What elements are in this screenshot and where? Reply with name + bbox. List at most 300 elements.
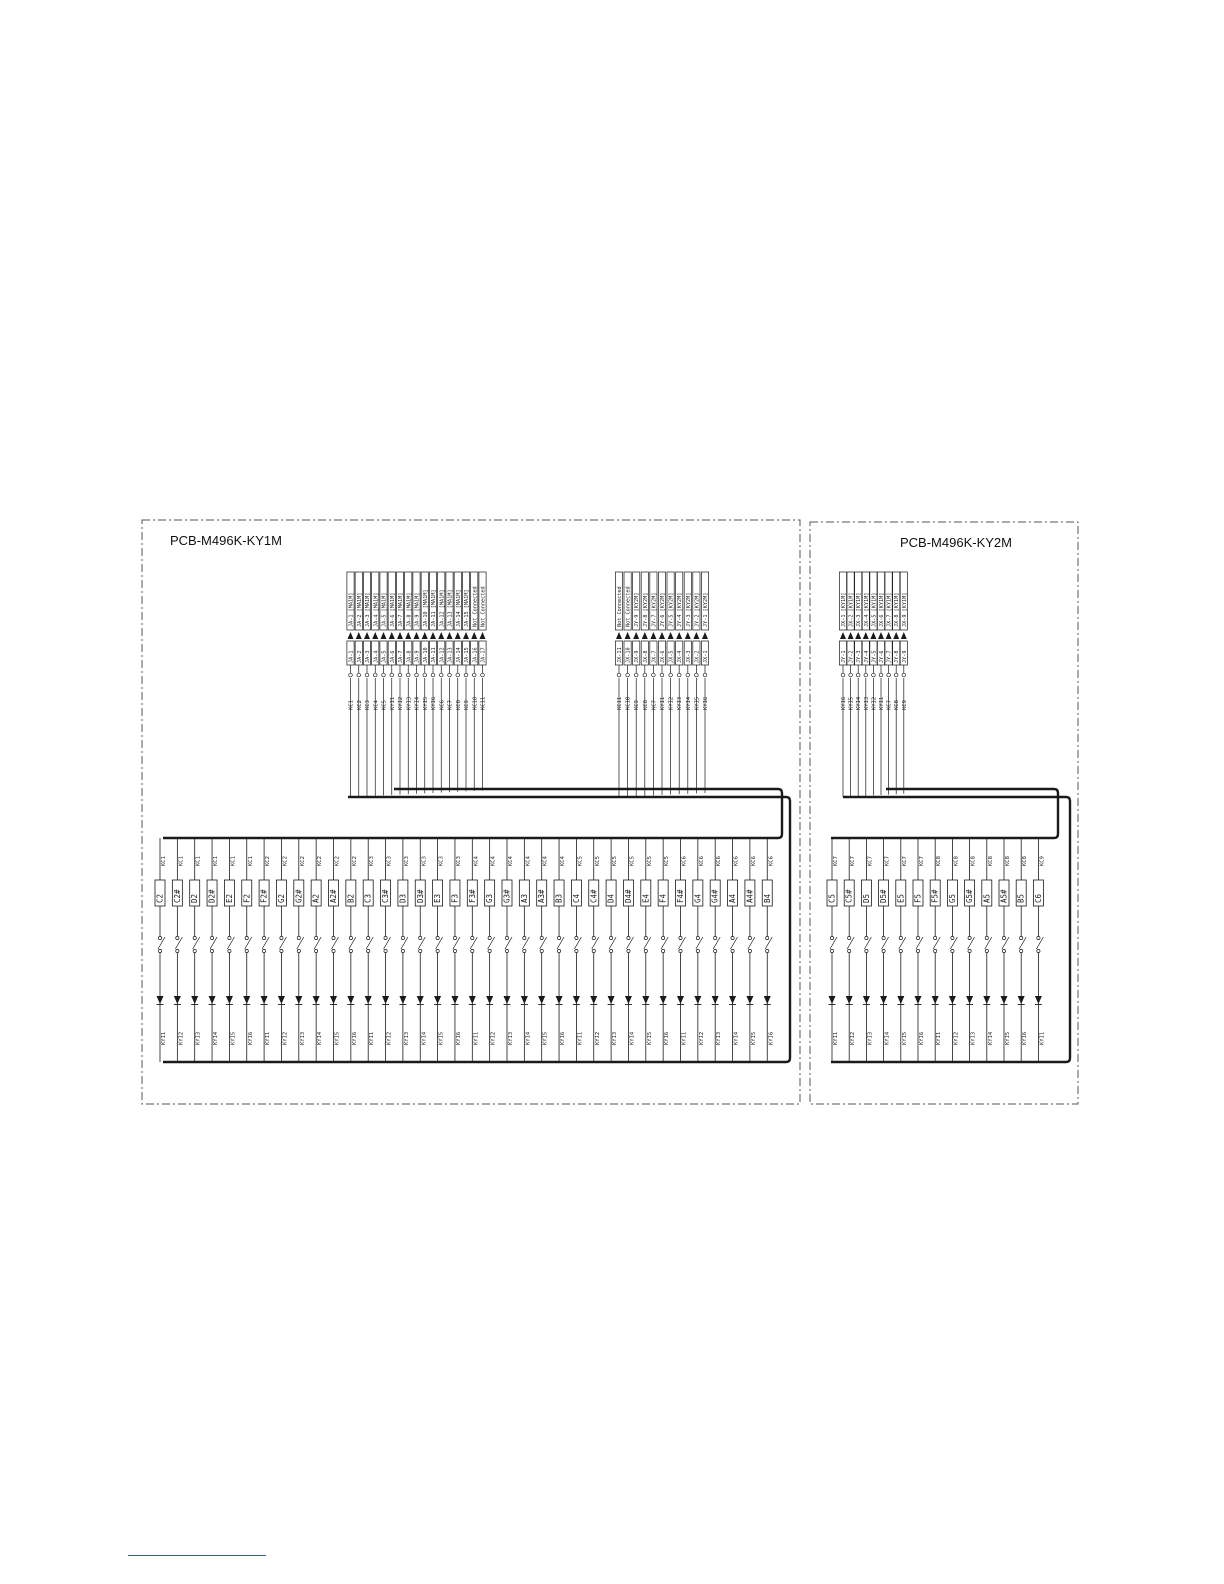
connector-jy-terminal bbox=[856, 673, 860, 677]
ky2m-key-switch-contact bbox=[916, 949, 919, 952]
connector-ja-pin-label: JA-16 bbox=[472, 647, 479, 663]
ky2m-key-switch-contact bbox=[1037, 949, 1040, 952]
ky1m-key-switch-contact bbox=[419, 936, 422, 939]
connector-jx-pin-label: JX-10 bbox=[625, 647, 632, 663]
ky1m-key-kc-label: KC3 bbox=[455, 856, 462, 866]
ky1m-key-note-label: F2# bbox=[259, 889, 269, 903]
connector-ja-net-label: KYI4 bbox=[414, 696, 421, 710]
ky1m-key-note-label: A3# bbox=[537, 889, 547, 903]
connector-ja-net-label: KC9 bbox=[464, 700, 470, 710]
connector-jx-label: Not Connected bbox=[625, 586, 632, 627]
connector-jy-label: JX-1 [KY1M] bbox=[841, 592, 847, 627]
connector-jx-terminal bbox=[695, 673, 699, 677]
ky1m-key-kyi-label: KYI3 bbox=[299, 1031, 306, 1045]
connector-jx-arrow bbox=[659, 632, 665, 639]
ky1m-key-switch-contact bbox=[505, 949, 508, 952]
ky1m-key-kyi-label: KYI6 bbox=[455, 1031, 462, 1045]
connector-ja-net-label: KC4 bbox=[373, 700, 380, 710]
connector-jx-terminal bbox=[660, 673, 664, 677]
ky1m-key-kyi-label: KYI1 bbox=[265, 1031, 272, 1045]
connector-ja-net-label: KYI1 bbox=[389, 696, 396, 710]
connector-jx-pin-label: JX-1 bbox=[703, 650, 709, 663]
connector-jy-label: JX-5 [KY1M] bbox=[871, 592, 878, 627]
ky1m-key-note-label: C3 bbox=[363, 893, 373, 903]
ky1m-key-switch-contact bbox=[384, 949, 387, 952]
connector-ja-terminal bbox=[464, 673, 468, 677]
ky1m-key-diode bbox=[556, 996, 563, 1004]
ky1m-key-switch-contact bbox=[332, 949, 335, 952]
connector-jy-terminal bbox=[879, 673, 883, 677]
ky1m-key-note-label: E4 bbox=[641, 893, 651, 903]
ky1m-key-kc-label: KC2 bbox=[351, 856, 358, 866]
ky1m-key-diode bbox=[764, 996, 771, 1004]
ky1m-key-kyi-label: KYI1 bbox=[681, 1031, 688, 1045]
ky2m-key-kyi-label: KYI1 bbox=[833, 1031, 839, 1045]
ky1m-key-kc-label: KC6 bbox=[733, 856, 740, 866]
ky1m-key-kyi-label: KYI5 bbox=[230, 1031, 237, 1045]
connector-jx-label: JY-8 [KY2M] bbox=[642, 592, 649, 627]
ky1m-key-diode bbox=[746, 996, 753, 1004]
connector-ja-terminal bbox=[456, 673, 460, 677]
ky2m-key-kc-label: KC7 bbox=[919, 856, 925, 866]
ky1m-key-kyi-label: KYI5 bbox=[334, 1031, 341, 1045]
connector-jx-terminal bbox=[686, 673, 690, 677]
connector-ja-arrow bbox=[405, 632, 411, 639]
connector-jx-net-label: KYI5 bbox=[694, 696, 701, 710]
ky1m-key-kyi-label: KYI4 bbox=[525, 1031, 532, 1045]
connector-jy-net-label: KYI5 bbox=[848, 696, 855, 710]
ky2m-key-switch-contact bbox=[882, 949, 885, 952]
ky1m-key-kyi-label: KYI4 bbox=[213, 1031, 220, 1045]
ky1m-key-diode bbox=[434, 996, 441, 1004]
ky1m-key-switch-contact bbox=[176, 936, 179, 939]
connector-ja-terminal bbox=[439, 673, 443, 677]
ky1m-key-switch-contact bbox=[575, 949, 578, 952]
ky2m-key-diode bbox=[863, 996, 870, 1004]
connector-jx-label: JY-3 [KY2M] bbox=[685, 592, 692, 627]
ky1m-key-kc-label: KC3 bbox=[403, 856, 410, 866]
ky2m-key-switch-contact bbox=[1020, 936, 1023, 939]
ky1m-key-diode bbox=[382, 996, 389, 1004]
ky2m-key-kc-label: KC7 bbox=[884, 856, 891, 866]
ky2m-key-switch-contact bbox=[830, 949, 833, 952]
ky1m-key-kc-label: KC5 bbox=[577, 856, 584, 866]
connector-ja-terminal bbox=[472, 673, 476, 677]
ky2m-key-switch-contact bbox=[1037, 936, 1040, 939]
ky1m-key-kyi-label: KYI3 bbox=[612, 1031, 619, 1045]
ky1m-key-diode bbox=[469, 996, 476, 1004]
connector-ja-label: JA-2 [MA1M] bbox=[356, 592, 363, 627]
connector-ja-arrow bbox=[356, 632, 362, 639]
connector-jx-pin-label: JX-11 bbox=[617, 647, 623, 663]
ky1m-key-kyi-label: KYI5 bbox=[646, 1031, 653, 1045]
connector-ja-pin-label: JA-14 bbox=[455, 647, 462, 663]
ky1m-key-switch-contact bbox=[557, 936, 560, 939]
ky1m-key-switch-contact bbox=[471, 936, 474, 939]
connector-jx-label: JY-5 [KY2M] bbox=[668, 592, 675, 627]
ky1m-key-note-label: C4# bbox=[589, 889, 599, 903]
ky2m-key-note-label: A5 bbox=[982, 893, 992, 903]
ky1m-key-note-label: G4# bbox=[710, 889, 720, 903]
connector-jy-arrow bbox=[893, 632, 899, 639]
ky1m-key-switch-contact bbox=[228, 949, 231, 952]
ky2m-key-kyi-label: KYI4 bbox=[884, 1031, 891, 1045]
ky1m-key-kc-label: KC6 bbox=[698, 856, 705, 866]
connector-ja-arrow bbox=[430, 632, 436, 639]
ky2m-key-diode bbox=[1035, 996, 1042, 1004]
ky1m-key-switch-contact bbox=[748, 936, 751, 939]
connector-jy-terminal bbox=[887, 673, 891, 677]
ky1m-key-diode bbox=[486, 996, 493, 1004]
connector-jy-terminal bbox=[894, 673, 898, 677]
ky1m-key-kyi-label: KYI2 bbox=[282, 1031, 289, 1045]
connector-ja-pin-label: JA-8 bbox=[406, 650, 413, 663]
connector-ja-label: JA-11 [MA1M] bbox=[431, 589, 437, 627]
connector-ja-net-label: KC10 bbox=[472, 696, 479, 710]
ky1m-key-kyi-label: KYI1 bbox=[473, 1031, 480, 1045]
ky1m-key-diode bbox=[243, 996, 250, 1004]
ky1m-key-note-label: C2 bbox=[155, 893, 165, 903]
ky2m-key-note-label: C5# bbox=[844, 889, 854, 903]
ky1m-key-kyi-label: KYI3 bbox=[403, 1031, 410, 1045]
ky1m-key-kyi-label: KYI6 bbox=[664, 1031, 671, 1045]
ky1m-key-kyi-label: KYI5 bbox=[438, 1031, 445, 1045]
connector-jx-arrow bbox=[702, 632, 708, 639]
connector-ja-arrow bbox=[438, 632, 444, 639]
connector-ja-pin-label: JA-15 bbox=[464, 647, 470, 663]
ky2m-key-switch-contact bbox=[968, 936, 971, 939]
connector-jy-pin-label: JY-2 bbox=[848, 650, 855, 663]
connector-ja-net-label: KYI5 bbox=[422, 696, 429, 710]
ky1m-key-switch-contact bbox=[679, 949, 682, 952]
ky1m-key-note-label: A2 bbox=[311, 893, 321, 903]
ky2m-key-switch-contact bbox=[882, 936, 885, 939]
connector-ja-terminal bbox=[382, 673, 386, 677]
connector-ja-pin-label: JA-3 bbox=[365, 650, 371, 663]
ky1m-key-kc-label: KC2 bbox=[299, 856, 306, 866]
connector-jy-label: JX-4 [KY1M] bbox=[863, 592, 870, 627]
ky1m-key-switch-contact bbox=[297, 936, 300, 939]
ky1m-key-switch-contact bbox=[280, 936, 283, 939]
ky1m-key-note-label: D3# bbox=[415, 889, 425, 903]
ky1m-key-switch-contact bbox=[644, 936, 647, 939]
ky1m-key-switch-contact bbox=[263, 949, 266, 952]
ky2m-key-kyi-label: KYI1 bbox=[936, 1031, 943, 1045]
connector-ja-label: JA-13 [MA1M] bbox=[447, 589, 454, 627]
ky1m-key-switch-contact bbox=[731, 936, 734, 939]
connector-ja-net-label: KYI3 bbox=[406, 696, 413, 710]
connector-ja-arrow bbox=[389, 632, 395, 639]
ky1m-key-switch-contact bbox=[210, 949, 213, 952]
connector-jx-terminal bbox=[677, 673, 681, 677]
ky1m-key-kc-label: KC5 bbox=[629, 856, 636, 866]
ky1m-key-note-label: F3# bbox=[467, 889, 477, 903]
ky1m-key-kyi-label: KYI2 bbox=[594, 1031, 601, 1045]
connector-jx-arrow bbox=[668, 632, 674, 639]
connector-jx-pin-label: JX-5 bbox=[668, 650, 675, 663]
connector-ja-pin-label: JA-1 bbox=[348, 650, 355, 663]
ky1m-key-kc-label: KC6 bbox=[681, 856, 688, 866]
ky1m-key-kc-label: KC1 bbox=[213, 856, 220, 866]
ky1m-key-switch-contact bbox=[505, 936, 508, 939]
connector-ja-arrow bbox=[471, 632, 477, 639]
connector-jx-terminal bbox=[643, 673, 647, 677]
ky2m-key-note-label: D5 bbox=[861, 893, 871, 903]
ky2m-key-kc-label: KC7 bbox=[867, 856, 874, 866]
connector-ja-label: Not Connected bbox=[472, 586, 479, 627]
ky1m-key-note-label: A4# bbox=[745, 889, 755, 903]
ky1m-key-diode bbox=[590, 996, 597, 1004]
connector-jx-terminal bbox=[626, 673, 630, 677]
ky1m-key-kyi-label: KYI3 bbox=[195, 1031, 202, 1045]
ky1m-key-diode bbox=[642, 996, 649, 1004]
ky1m-key-kyi-label: KYI2 bbox=[490, 1031, 497, 1045]
ky1m-key-kyi-label: KYI6 bbox=[560, 1031, 567, 1045]
connector-ja-pin-label: JA-2 bbox=[356, 650, 363, 663]
ky1m-key-kc-label: KC3 bbox=[421, 856, 428, 866]
ky1m-key-diode bbox=[677, 996, 684, 1004]
connector-jy-net-label: KYI2 bbox=[871, 696, 878, 710]
connector-ja-label: JA-3 [MA1M] bbox=[365, 592, 371, 627]
ky1m-key-note-label: F4# bbox=[676, 889, 685, 903]
ky1m-key-diode bbox=[174, 996, 181, 1004]
connector-ja-label: JA-8 [MA1M] bbox=[406, 592, 413, 627]
connector-jx-pin-label: JX-9 bbox=[634, 650, 641, 663]
ky1m-key-diode bbox=[330, 996, 337, 1004]
ky2m-key-note-label: F5# bbox=[930, 889, 940, 903]
connector-jx-label: JY-9 [KY2M] bbox=[634, 592, 641, 627]
connector-ja-net-label: KC5 bbox=[381, 700, 388, 710]
ky1m-key-switch-contact bbox=[245, 936, 248, 939]
connector-ja-pin-label: JA-17 bbox=[480, 647, 487, 663]
connector-jx-terminal bbox=[617, 673, 621, 677]
connector-jy-pin-label: JY-6 bbox=[879, 650, 885, 663]
connector-jy-arrow bbox=[863, 632, 869, 639]
ky1m-key-switch-contact bbox=[627, 936, 630, 939]
ky1m-key-kyi-label: KYI5 bbox=[750, 1031, 757, 1045]
pcb-ky1m-title: PCB-M496K-KY1M bbox=[170, 533, 282, 548]
ky1m-key-note-label: B2 bbox=[346, 893, 356, 903]
ky1m-key-kyi-label: KYI1 bbox=[161, 1031, 167, 1045]
ky2m-key-kc-label: KC8 bbox=[1005, 856, 1011, 866]
ky2m-key-switch-contact bbox=[934, 936, 937, 939]
connector-jy-net-label: KC9 bbox=[901, 700, 908, 710]
ky1m-key-switch-contact bbox=[436, 936, 439, 939]
ky1m-key-switch-contact bbox=[210, 936, 213, 939]
ky1m-key-diode bbox=[625, 996, 632, 1004]
ky1m-key-note-label: C3# bbox=[381, 889, 391, 903]
connector-ja-label: JA-1 [MA1M] bbox=[348, 592, 355, 627]
connector-jy-terminal bbox=[872, 673, 876, 677]
ky2m-key-diode bbox=[949, 996, 956, 1004]
ky1m-key-note-label: F4 bbox=[658, 893, 668, 903]
ky1m-key-switch-contact bbox=[193, 949, 196, 952]
connector-jy-label: JX-8 [KY1M] bbox=[894, 592, 901, 627]
connector-jy-arrow bbox=[855, 632, 861, 639]
ky1m-key-switch-contact bbox=[245, 949, 248, 952]
ky1m-key-switch-contact bbox=[540, 936, 543, 939]
connector-jx-arrow bbox=[650, 632, 656, 639]
ky2m-key-kyi-label: KYI6 bbox=[919, 1031, 925, 1045]
ky1m-key-note-label: B3 bbox=[554, 893, 564, 903]
connector-ja-label: JA-12 [MA1M] bbox=[439, 589, 446, 627]
connector-jy-net-label: KC8 bbox=[894, 700, 901, 710]
ky1m-key-kyi-label: KYI4 bbox=[733, 1031, 740, 1045]
ky1m-key-kyi-label: KYI2 bbox=[698, 1031, 705, 1045]
ky1m-key-kyi-label: KYI3 bbox=[716, 1031, 723, 1045]
ky1m-key-diode bbox=[451, 996, 458, 1004]
connector-ja-terminal bbox=[481, 673, 485, 677]
ky2m-key-note-label: G5 bbox=[947, 893, 957, 903]
connector-ja-net-label: KC6 bbox=[439, 700, 446, 710]
connector-ja-terminal bbox=[349, 673, 353, 677]
connector-ja-arrow bbox=[480, 632, 486, 639]
ky1m-key-switch-contact bbox=[367, 949, 370, 952]
connector-jx-net-label: KC8 bbox=[642, 700, 649, 710]
ky2m-key-switch-contact bbox=[985, 949, 988, 952]
ky1m-key-switch-contact bbox=[731, 949, 734, 952]
ky1m-key-kc-label: KC6 bbox=[768, 856, 775, 866]
ky1m-key-switch-contact bbox=[384, 936, 387, 939]
connector-jx-pin-label: JX-8 bbox=[642, 650, 649, 663]
connector-jx-pin-label: JX-3 bbox=[685, 650, 692, 663]
connector-ja-arrow bbox=[422, 632, 428, 639]
connector-jy-terminal bbox=[864, 673, 868, 677]
connector-jx-arrow bbox=[633, 632, 639, 639]
ky1m-key-kc-label: KC2 bbox=[282, 856, 289, 866]
connector-jx-label: JY-4 [KY2M] bbox=[677, 592, 684, 627]
ky1m-key-note-label: G3 bbox=[485, 893, 495, 903]
ky1m-key-note-label: A2# bbox=[329, 889, 338, 903]
connector-ja-terminal bbox=[448, 673, 452, 677]
ky1m-key-kc-label: KC1 bbox=[178, 856, 185, 866]
ky1m-key-diode bbox=[573, 996, 580, 1004]
ky1m-key-switch-contact bbox=[575, 936, 578, 939]
ky1m-key-diode bbox=[191, 996, 198, 1004]
connector-ja-pin-label: JA-4 bbox=[373, 650, 380, 663]
ky1m-key-diode bbox=[504, 996, 511, 1004]
connector-ja-arrow bbox=[372, 632, 378, 639]
ky1m-key-switch-contact bbox=[158, 949, 161, 952]
connector-ja-label: JA-4 [MA1M] bbox=[373, 592, 380, 627]
ky1m-key-diode bbox=[712, 996, 719, 1004]
connector-ja-label: JA-5 [MA1M] bbox=[381, 592, 388, 627]
ky1m-key-switch-contact bbox=[592, 936, 595, 939]
connector-jy-arrow bbox=[901, 632, 907, 639]
ky1m-key-kyi-label: KYI6 bbox=[351, 1031, 358, 1045]
ky1m-key-switch-contact bbox=[592, 949, 595, 952]
ky2m-key-kc-label: KC8 bbox=[970, 856, 977, 866]
footnote-rule bbox=[128, 1555, 266, 1556]
ky1m-key-kc-label: KC2 bbox=[265, 856, 272, 866]
ky1m-key-switch-contact bbox=[696, 936, 699, 939]
ky2m-key-kc-label: KC8 bbox=[936, 856, 943, 866]
ky2m-key-kyi-label: KYI2 bbox=[953, 1031, 960, 1045]
ky1m-key-diode bbox=[261, 996, 268, 1004]
ky1m-key-kc-label: KC2 bbox=[334, 856, 341, 866]
connector-jy-terminal bbox=[849, 673, 853, 677]
connector-jy-pin-label: JY-7 bbox=[886, 650, 893, 663]
ky1m-key-note-label: E3 bbox=[433, 893, 443, 903]
connector-jx-arrow bbox=[693, 632, 699, 639]
ky1m-key-switch-contact bbox=[610, 949, 613, 952]
connector-ja-pin-label: JA-5 bbox=[381, 650, 388, 663]
ky2m-key-kyi-label: KYI2 bbox=[850, 1031, 857, 1045]
ky2m-key-note-label: D5# bbox=[879, 889, 889, 903]
connector-jy-arrow bbox=[848, 632, 854, 639]
ky1m-key-kc-label: KC6 bbox=[750, 856, 757, 866]
ky1m-key-diode bbox=[278, 996, 285, 1004]
ky2m-key-diode bbox=[983, 996, 990, 1004]
ky1m-key-switch-contact bbox=[193, 936, 196, 939]
ky1m-key-note-label: F2 bbox=[242, 893, 252, 903]
connector-jy-net-label: KYI3 bbox=[863, 696, 870, 710]
ky1m-key-diode bbox=[399, 996, 406, 1004]
ky1m-key-kc-label: KC3 bbox=[438, 856, 445, 866]
connector-jy-pin-label: JY-4 bbox=[863, 650, 870, 663]
connector-ja-arrow bbox=[381, 632, 387, 639]
ky1m-key-kyi-label: KYI1 bbox=[577, 1031, 584, 1045]
ky1m-key-kc-label: KC5 bbox=[594, 856, 601, 866]
ky2m-key-note-label: E5 bbox=[896, 893, 906, 903]
ky2m-key-kc-label: KC7 bbox=[833, 856, 839, 866]
ky1m-key-kc-label: KC4 bbox=[542, 856, 549, 866]
ky2m-key-diode bbox=[966, 996, 973, 1004]
ky1m-key-switch-contact bbox=[349, 949, 352, 952]
connector-ja-label: JA-7 [MA1M] bbox=[398, 592, 404, 627]
ky1m-key-note-label: B4 bbox=[762, 893, 772, 903]
ky2m-key-switch-contact bbox=[934, 949, 937, 952]
ky1m-key-kc-label: KC1 bbox=[195, 856, 202, 866]
connector-jx-terminal bbox=[703, 673, 707, 677]
ky1m-key-diode bbox=[729, 996, 736, 1004]
ky2m-key-switch-contact bbox=[951, 949, 954, 952]
ky1m-key-diode bbox=[157, 996, 164, 1004]
connector-jx-pin-label: JX-2 bbox=[694, 650, 701, 663]
connector-ja-arrow bbox=[397, 632, 403, 639]
ky1m-key-switch-contact bbox=[766, 949, 769, 952]
ky2m-key-diode bbox=[846, 996, 853, 1004]
ky1m-key-diode bbox=[608, 996, 615, 1004]
ky1m-key-switch-contact bbox=[419, 949, 422, 952]
ky2m-key-switch-contact bbox=[968, 949, 971, 952]
ky1m-key-kyi-label: KYI4 bbox=[629, 1031, 636, 1045]
ky1m-key-kc-label: KC4 bbox=[508, 856, 514, 866]
ky1m-key-diode bbox=[347, 996, 354, 1004]
ky2m-key-kyi-label: KYI4 bbox=[987, 1031, 994, 1045]
ky1m-key-kyi-label: KYI4 bbox=[421, 1031, 428, 1045]
ky1m-key-switch-contact bbox=[766, 936, 769, 939]
connector-jx-net-label: KYI4 bbox=[685, 696, 692, 710]
connector-ja-pin-label: JA-12 bbox=[439, 647, 446, 663]
connector-jx-label: Not Connected bbox=[617, 586, 623, 627]
connector-jy-pin-label: JY-9 bbox=[901, 650, 908, 663]
ky1m-key-kyi-label: KYI5 bbox=[542, 1031, 549, 1045]
ky2m-key-diode bbox=[880, 996, 887, 1004]
connector-ja-arrow bbox=[348, 632, 354, 639]
ky2m-key-note-label: C5 bbox=[827, 893, 837, 903]
ky1m-key-note-label: D2 bbox=[190, 893, 200, 903]
connector-ja-pin-label: JA-7 bbox=[398, 650, 404, 663]
ky1m-key-switch-contact bbox=[714, 936, 717, 939]
ky1m-key-kyi-label: KYI2 bbox=[386, 1031, 393, 1045]
connector-ja-label: JA-15 [MA1M] bbox=[464, 589, 470, 627]
ky1m-key-switch-contact bbox=[610, 936, 613, 939]
connector-jx-pin-label: JX-7 bbox=[651, 650, 658, 663]
ky2m-key-switch-contact bbox=[899, 949, 902, 952]
ky2m-key-note-label: B5 bbox=[1016, 893, 1026, 903]
connector-ja-pin-label: JA-6 bbox=[389, 650, 396, 663]
